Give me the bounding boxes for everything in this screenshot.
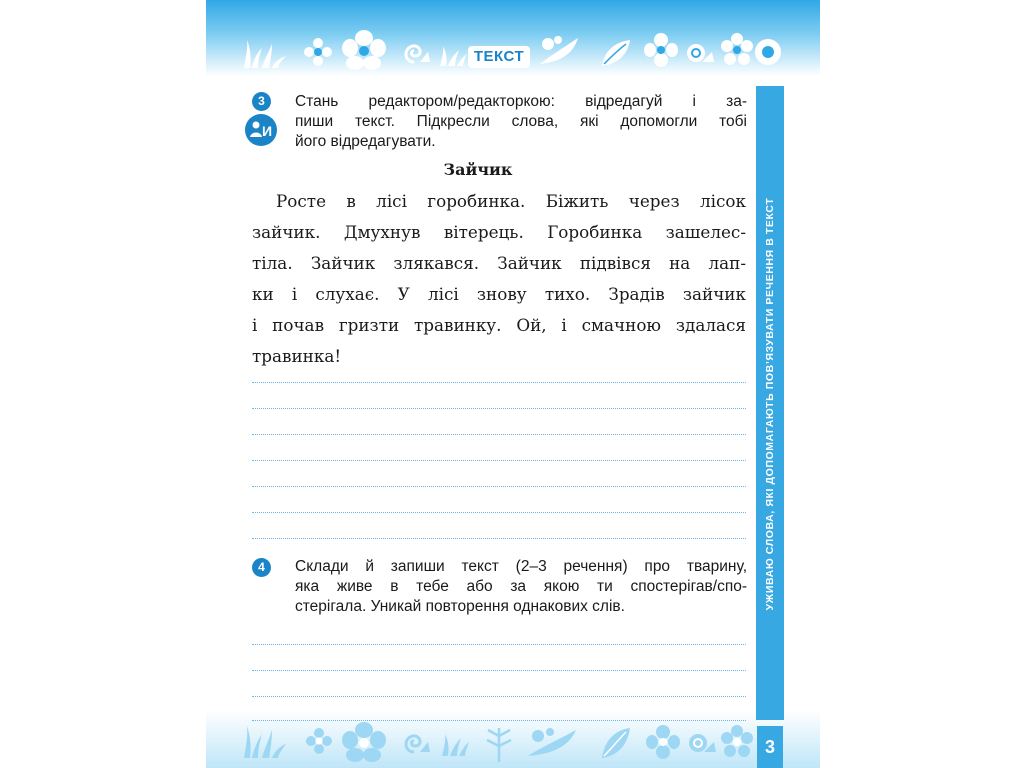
writing-line[interactable]	[252, 434, 746, 435]
snail-icon	[686, 730, 718, 756]
writing-line[interactable]	[252, 460, 746, 461]
flower-icon	[342, 30, 386, 70]
flower-icon	[720, 32, 754, 68]
grass-icon	[440, 732, 470, 756]
grass-icon	[242, 724, 288, 758]
writing-line[interactable]	[252, 382, 746, 383]
grass-icon	[242, 38, 288, 68]
text-line: Росте в лісі горобинка. Біжить через лісок	[276, 191, 746, 211]
writing-line[interactable]	[252, 696, 746, 697]
task-number-badge: 4	[252, 558, 271, 577]
flower-icon	[342, 722, 386, 762]
text-title: Зайчик	[443, 160, 513, 179]
instruction-line: яка живе в тебе або за якою ти спостерігав/спо-	[295, 578, 747, 595]
instruction-line: Стань редактором/редакторкою: відредагуй і за-	[295, 93, 747, 110]
leaf-icon	[482, 724, 516, 762]
text-line: зайчик. Дмухнув вітерець. Горобинка зашелес-	[252, 222, 746, 242]
task4-instruction	[295, 557, 747, 617]
leaf-icon	[536, 34, 582, 68]
instruction-line: пиши текст. Підкресли слова, які допомогли тобі	[295, 113, 747, 130]
writing-line[interactable]	[252, 512, 746, 513]
instruction-line: Склади й запиши текст (2–3 речення) про тварину,	[295, 558, 747, 575]
writing-line[interactable]	[252, 644, 746, 645]
snail-icon	[684, 40, 716, 66]
leaf-icon	[524, 726, 580, 760]
writing-line[interactable]	[252, 486, 746, 487]
grass-icon	[438, 44, 468, 66]
editing-text	[252, 186, 746, 372]
writing-line[interactable]	[252, 720, 746, 721]
pair-work-icon	[244, 113, 278, 147]
instruction-line: його відредагувати.	[295, 133, 436, 150]
writing-line[interactable]	[252, 408, 746, 409]
flower-icon	[304, 38, 332, 66]
task-number-badge: 3	[252, 92, 271, 111]
footer-band	[206, 710, 820, 768]
flower-icon	[720, 724, 754, 760]
leaf-icon	[598, 724, 634, 760]
text-line: тіла. Зайчик злякався. Зайчик підвівся на лап-	[252, 253, 746, 273]
section-label: ТЕКСТ	[468, 46, 530, 68]
pair-work-icon-label: И	[261, 123, 273, 139]
task3-instruction	[295, 92, 747, 152]
writing-line[interactable]	[252, 670, 746, 671]
flower-icon	[644, 32, 678, 68]
text-line: травинка!	[252, 346, 342, 366]
text-line: ки і слухає. У лісі знову тихо. Зрадів зайчик	[252, 284, 746, 304]
flower-icon	[646, 724, 680, 760]
workbook-page	[206, 0, 820, 768]
snail-icon	[400, 728, 432, 756]
leaf-icon	[598, 36, 634, 68]
flower-icon	[306, 728, 332, 754]
writing-line[interactable]	[252, 538, 746, 539]
side-strip-text: УЖИВАЮ СЛОВА, ЯКІ ДОПОМАГАЮТЬ ПОВ’ЯЗУВАТИ РЕЧЕННЯ В ТЕКСТ	[764, 197, 776, 611]
instruction-line: стерігала. Уникай повторення однакових слів.	[295, 598, 625, 615]
text-line: і почав гризти травинку. Ой, і смачною здалася	[252, 315, 746, 335]
flower-icon	[754, 38, 782, 66]
snail-icon	[400, 38, 432, 66]
page-number: 3	[757, 726, 783, 768]
